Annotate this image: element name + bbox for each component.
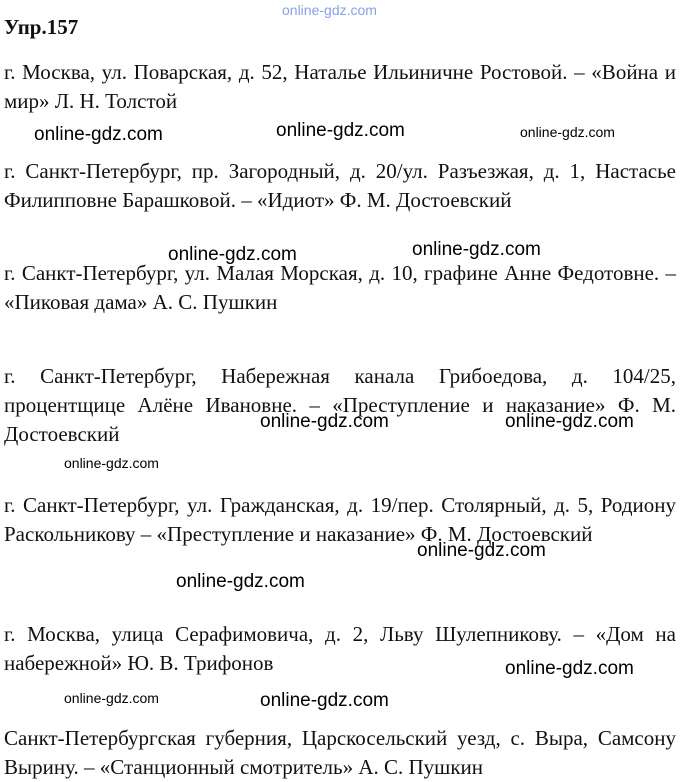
paragraph: г. Санкт-Петербург, пр. Загородный, д. 20/ул. Разъезжая, д. 1, Настасье Филипповне Барашковой. – «Идиот» Ф. М. Достоевский [4,159,676,212]
watermark-top: online-gdz.com [282,2,377,18]
watermark: online-gdz.com [176,571,305,592]
watermark: online-gdz.com [505,658,634,679]
paragraph: Санкт-Петербургская губерния, Царскосельский уезд, с. Выра, Самсону Вырину. – «Станционный смотритель» А. С. Пушкин [4,726,676,779]
watermark: online-gdz.com [417,540,546,561]
watermark: online-gdz.com [505,411,634,432]
watermark: online-gdz.com [260,411,389,432]
watermark: online-gdz.com [260,690,389,711]
exercise-title: Упр.157 [4,15,79,39]
watermark: online-gdz.com [34,124,163,145]
paragraph: г. Москва, улица Серафимовича, д. 2, Льву Шулепникову. – «Дом на набережной» Ю. В. Трифонов [4,622,676,675]
paragraph: г. Санкт-Петербург, ул. Гражданская, д. 19/пер. Столярный, д. 5, Родиону Раскольникову – «Преступление и наказание» Ф. М. Достоевский [4,493,676,546]
watermark: online-gdz.com [412,239,541,260]
paragraph: г. Санкт-Петербург, ул. Малая Морская, д. 10, графине Анне Федотовне. – «Пиковая дама» А. С. Пушкин [4,261,676,314]
watermark: online-gdz.com [520,124,615,140]
watermark: online-gdz.com [276,120,405,141]
watermark: online-gdz.com [168,244,297,265]
paragraph: г. Санкт-Петербург, Набережная канала Грибоедова, д. 104/25, процентщице Алёне Ивановне. – «Преступление и наказание» Ф. М. Достоевский [4,364,676,446]
paragraph: г. Москва, ул. Поварская, д. 52, Наталье Ильиничне Ростовой. – «Война и мир» Л. Н. Толстой [4,60,676,113]
watermark: online-gdz.com [64,690,159,706]
watermark: online-gdz.com [64,455,159,471]
